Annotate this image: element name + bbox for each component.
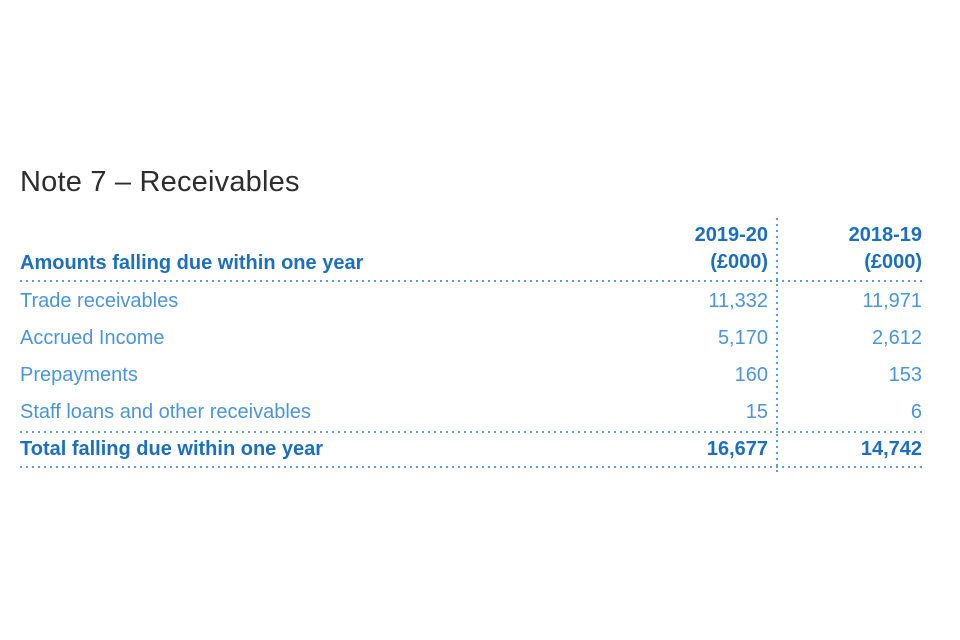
row-value-2018-19: 153: [888, 364, 922, 386]
column-header-2019-20: [620, 222, 776, 276]
year-label: 2018-19: [848, 224, 922, 246]
table-row-trade-receivables: [20, 283, 925, 320]
row-value-2019-20: 160: [734, 364, 768, 386]
unit-label: (£000): [864, 251, 922, 273]
row-label: Trade receivables: [20, 290, 179, 312]
total-label: Total falling due within one year: [20, 438, 323, 460]
row-value-2019-20: 15: [745, 401, 768, 423]
column-divider-line: [776, 218, 778, 475]
row-value-2018-19: 2,612: [871, 327, 922, 349]
header-amounts-label: Amounts falling due within one year: [20, 252, 364, 274]
row-value-2019-20: 5,170: [717, 327, 768, 349]
row-value-2019-20: 11,332: [708, 290, 768, 312]
year-label: 2019-20: [694, 224, 768, 246]
row-label: Staff loans and other receivables: [20, 401, 311, 423]
row-label: Accrued Income: [20, 327, 165, 349]
row-label: Prepayments: [20, 364, 138, 386]
table-row-staff-loans: [20, 394, 925, 431]
receivables-table: [20, 218, 925, 468]
page-title: Note 7 – Receivables: [20, 166, 300, 198]
unit-label: (£000): [710, 251, 768, 273]
table-row-total: [20, 433, 925, 466]
table-row-prepayments: [20, 357, 925, 394]
total-value-2018-19: 14,742: [860, 438, 922, 460]
row-value-2018-19: 11,971: [862, 290, 922, 312]
table-row-accrued-income: [20, 320, 925, 357]
row-value-2018-19: 6: [910, 401, 922, 423]
total-bottom-divider-line: [20, 466, 925, 468]
column-header-2018-19: [776, 222, 925, 276]
table-header-row: [20, 218, 925, 280]
table-body: [20, 282, 925, 431]
total-value-2019-20: 16,677: [706, 438, 768, 460]
